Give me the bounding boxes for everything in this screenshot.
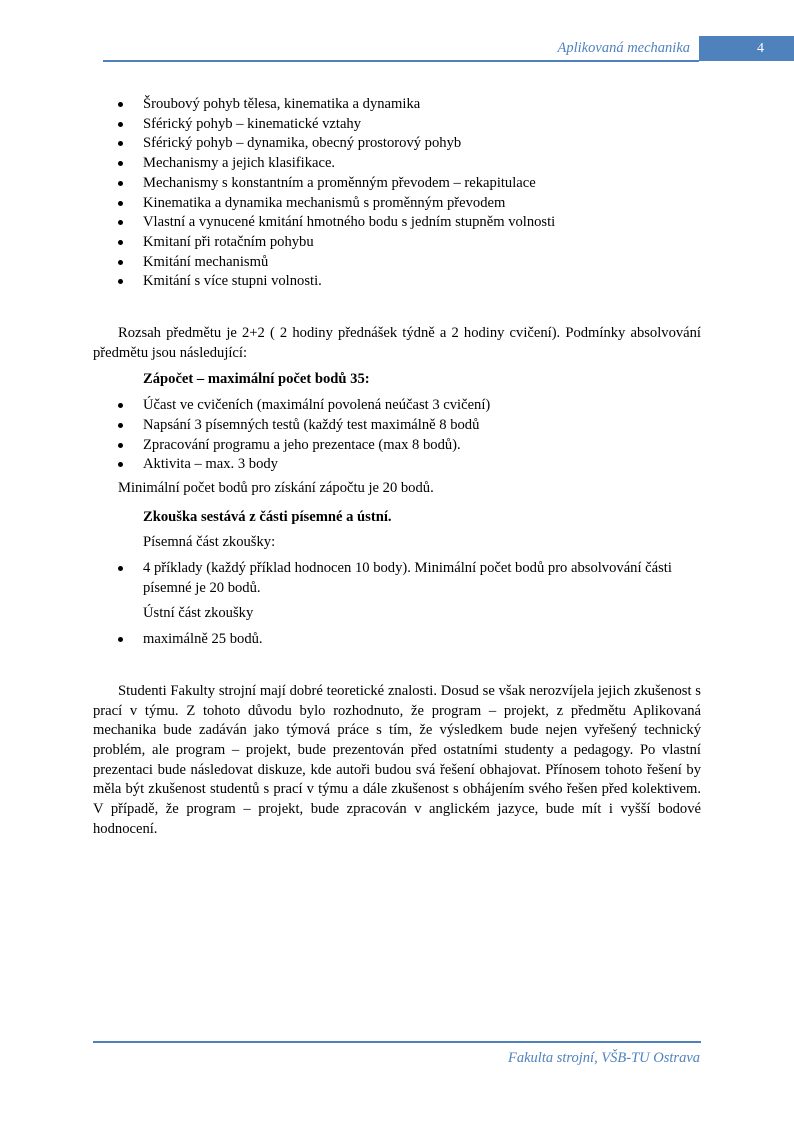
page-number: 4	[757, 41, 764, 56]
list-item: Sférický pohyb – dynamika, obecný prostorový pohyb	[93, 134, 701, 154]
list-item: Šroubový pohyb tělesa, kinematika a dynamika	[93, 95, 701, 115]
credit-minimum: Minimální počet bodů pro získání zápočtu je 20 bodů.	[118, 479, 434, 496]
running-header-title: Aplikovaná mechanika	[557, 40, 690, 56]
credit-heading: Zápočet – maximální počet bodů 35:	[143, 371, 370, 388]
list-item: Účast ve cvičeních (maximální povolená neúčast 3 cvičení)	[93, 396, 701, 416]
list-item: Mechanismy a jejich klasifikace.	[93, 154, 701, 174]
header-divider	[103, 60, 699, 62]
written-part-list	[93, 559, 701, 598]
list-item: 4 příklady (každý příklad hodnocen 10 body). Minimální počet bodů pro absolvování části písemné je 20 bodů.	[93, 559, 701, 598]
scope-paragraph: Rozsah předmětu je 2+2 ( 2 hodiny přednášek týdně a 2 hodiny cvičení). Podmínky absolvování předmětu jsou následující:	[93, 325, 701, 361]
list-item: Mechanismy s konstantním a proměnným převodem – rekapitulace	[93, 174, 701, 194]
credit-list	[93, 396, 701, 475]
list-item: Vlastní a vynucené kmitání hmotného bodu s jedním stupněm volnosti	[93, 213, 701, 233]
list-item: Aktivita – max. 3 body	[93, 455, 701, 475]
topics-list	[93, 95, 701, 292]
list-item: Kmitání s více stupni volnosti.	[93, 272, 701, 292]
list-item: Sférický pohyb – kinematické vztahy	[93, 115, 701, 135]
written-part-label: Písemná část zkoušky:	[143, 534, 276, 551]
list-item: maximálně 25 bodů.	[93, 630, 701, 650]
list-item: Kinematika a dynamika mechanismů s proměnným převodem	[93, 194, 701, 214]
students-paragraph: Studenti Fakulty strojní mají dobré teoretické znalosti. Dosud se však nerozvíjela jejich zkušenost s prací v týmu. Z tohoto důvodu bylo rozhodnuto, že program – projekt, z předmětu Aplikovaná mechanika bude zadáván jako týmová práce s tím, že výsledkem bude nejen vyřešený technický problém, ale program – projekt, bude prezentován před ostatními studenty a pedagogy. Po vlastní prezentaci bude následovat diskuze, kde autoři budou svá řešení obhajovat. Přínosem tohoto řešení by měla být zkušenost studentů s prací v týmu a dále zkušenost s obhájením svého řešen před kolektivem. V případě, že program – projekt, bude zpracován v anglickém jazyce, bude mít i vyšší bodové hodnocení.	[93, 682, 701, 837]
page-content	[93, 95, 701, 840]
footer-text: Fakulta strojní, VŠB-TU Ostrava	[508, 1050, 700, 1066]
page-number-box	[699, 36, 794, 61]
list-item: Kmitání mechanismů	[93, 253, 701, 273]
exam-heading: Zkouška sestává z části písemné a ústní.	[143, 508, 392, 525]
list-item: Zpracování programu a jeho prezentace (max 8 bodů).	[93, 436, 701, 456]
footer-divider	[93, 1041, 701, 1043]
oral-part-label: Ústní část zkoušky	[143, 605, 254, 622]
list-item: Napsání 3 písemných testů (každý test maximálně 8 bodů	[93, 416, 701, 436]
oral-part-list	[93, 630, 701, 650]
list-item: Kmitaní při rotačním pohybu	[93, 233, 701, 253]
